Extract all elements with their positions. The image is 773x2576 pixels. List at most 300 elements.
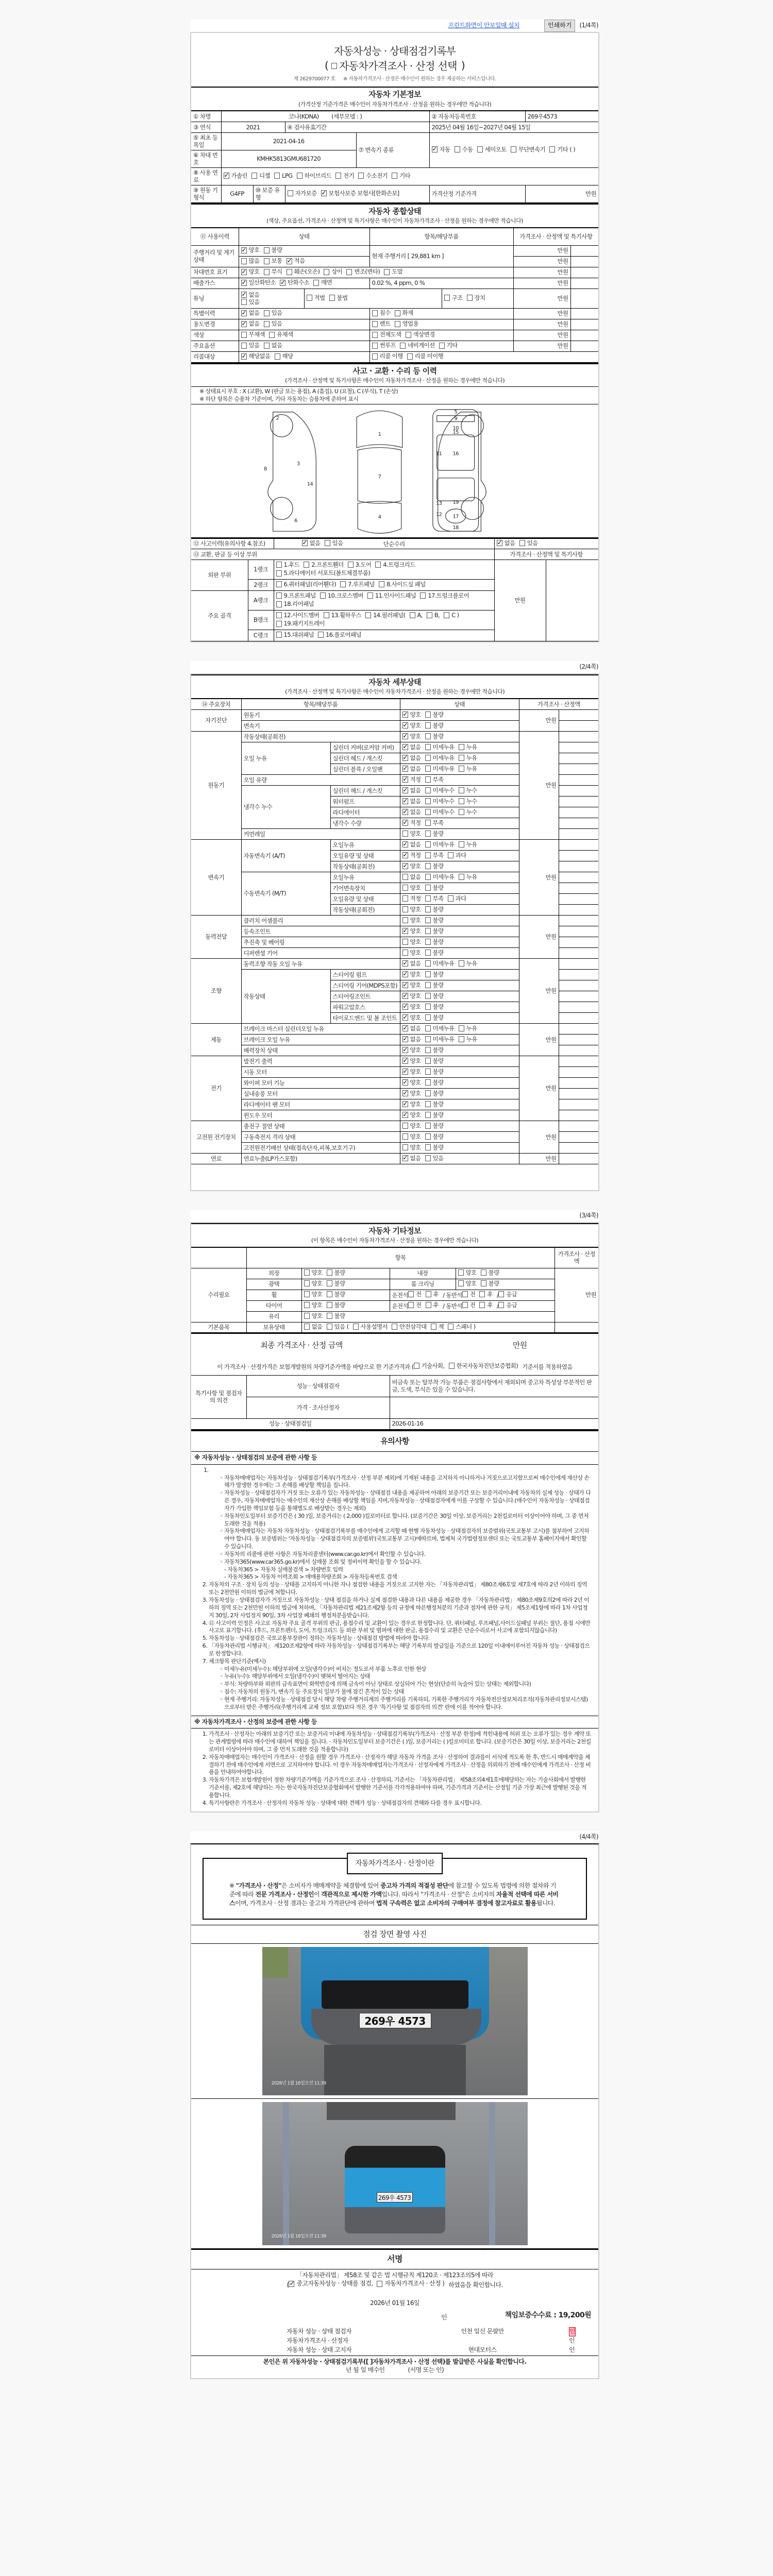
- checkbox[interactable]: [327, 1313, 332, 1319]
- checkbox[interactable]: [327, 1280, 332, 1286]
- option: [367, 592, 416, 599]
- option: [498, 1291, 517, 1298]
- checkbox-checked[interactable]: [287, 258, 292, 264]
- checkbox-checked[interactable]: [402, 1155, 408, 1161]
- checkbox[interactable]: [448, 1324, 453, 1330]
- option-label: 보통: [271, 257, 282, 265]
- checkbox[interactable]: [425, 766, 431, 772]
- checkbox[interactable]: [406, 332, 411, 338]
- checkbox[interactable]: [372, 321, 378, 327]
- checkbox-checked[interactable]: [402, 993, 408, 999]
- checkbox-checked[interactable]: [402, 1079, 408, 1086]
- checkbox[interactable]: [425, 1014, 431, 1021]
- checkbox[interactable]: [431, 1324, 436, 1330]
- checkbox[interactable]: [274, 173, 280, 179]
- option: [395, 309, 413, 316]
- checkbox[interactable]: [425, 1058, 431, 1064]
- checkbox[interactable]: [402, 885, 408, 891]
- checkbox[interactable]: [358, 173, 364, 179]
- checkbox[interactable]: [425, 1123, 431, 1129]
- checkbox-checked[interactable]: [402, 776, 408, 783]
- option: [402, 884, 421, 891]
- checkbox[interactable]: [276, 581, 282, 587]
- note-item: 4. 특기사항란은 가격조사 · 산정자의 자동차 성능 · 상태에 대한 견해가 성능 · 상태점검자의 견해와 다를 경우 표시합니다.: [209, 1800, 591, 1807]
- checkbox[interactable]: [479, 1291, 485, 1297]
- checkbox[interactable]: [425, 863, 431, 869]
- checkbox-checked[interactable]: [224, 173, 229, 179]
- checkbox[interactable]: [241, 332, 247, 338]
- checkbox[interactable]: [372, 332, 378, 338]
- checkbox[interactable]: [372, 343, 378, 349]
- checkbox[interactable]: [459, 1036, 464, 1042]
- option-label: 없음: [248, 291, 260, 298]
- checkbox[interactable]: [276, 570, 282, 577]
- checkbox[interactable]: [462, 1291, 468, 1297]
- checkbox[interactable]: [425, 971, 431, 977]
- label: ⑦ 변속기 종류: [356, 132, 429, 167]
- checkbox[interactable]: [372, 353, 378, 360]
- checkbox-checked[interactable]: [241, 269, 247, 275]
- checkbox-checked[interactable]: [402, 960, 408, 967]
- checkbox[interactable]: [379, 581, 384, 587]
- checkbox[interactable]: [498, 1291, 504, 1297]
- checkbox-checked[interactable]: [402, 852, 408, 858]
- checkbox[interactable]: [402, 1144, 408, 1150]
- checkbox[interactable]: [425, 895, 431, 902]
- checkbox[interactable]: [384, 269, 390, 275]
- rank-label: A랭크: [248, 590, 274, 610]
- checkbox-checked[interactable]: [241, 280, 247, 286]
- checkbox[interactable]: [459, 787, 464, 793]
- checkbox[interactable]: [276, 632, 282, 638]
- label: ⑥ 차대 번호: [191, 150, 221, 167]
- option-label: 전체도색: [379, 331, 401, 338]
- checkbox-checked[interactable]: [402, 809, 408, 815]
- other-info-table: [191, 1247, 598, 1430]
- checkbox-checked[interactable]: [402, 766, 408, 772]
- checkbox[interactable]: [392, 173, 397, 179]
- checkbox-checked[interactable]: [402, 1025, 408, 1031]
- unit: 만원: [525, 185, 598, 202]
- checkbox[interactable]: [276, 562, 282, 568]
- checkbox[interactable]: [402, 831, 408, 837]
- checkbox[interactable]: [426, 1302, 431, 1308]
- buyer-sign: (서명 또는 인): [408, 2366, 444, 2374]
- option: [224, 172, 248, 179]
- checkbox[interactable]: [477, 146, 483, 152]
- overall-condition-table: [191, 228, 598, 363]
- checkbox[interactable]: [402, 874, 408, 880]
- option-label: 미세누유: [432, 743, 455, 751]
- checkbox[interactable]: [444, 295, 450, 301]
- checkbox[interactable]: [395, 310, 400, 316]
- print-button[interactable]: 인쇄하기: [544, 20, 575, 32]
- option-label: 불량: [488, 1269, 499, 1277]
- checkbox[interactable]: [276, 592, 282, 599]
- checkbox[interactable]: [408, 1302, 414, 1308]
- option: [304, 1291, 323, 1298]
- option-label: 영업용: [402, 320, 419, 328]
- option: [462, 1301, 476, 1309]
- checkbox[interactable]: [459, 798, 464, 804]
- checkbox[interactable]: [241, 343, 247, 349]
- checkbox[interactable]: [425, 1090, 431, 1096]
- checkbox[interactable]: [304, 562, 309, 568]
- checkbox[interactable]: [402, 917, 408, 923]
- checkbox[interactable]: [459, 1025, 464, 1031]
- car-name: [221, 111, 429, 122]
- checkbox[interactable]: [348, 562, 354, 568]
- option: [425, 1079, 444, 1086]
- option-group: [456, 1279, 554, 1290]
- checkbox[interactable]: [264, 310, 270, 316]
- install-link[interactable]: 프린트화면이 안보일때 설치: [448, 22, 519, 29]
- checkbox-checked[interactable]: [241, 247, 247, 253]
- checkbox[interactable]: [439, 343, 445, 349]
- checkbox-checked[interactable]: [402, 971, 408, 977]
- option-group: [301, 1290, 390, 1300]
- checkbox[interactable]: [325, 540, 330, 546]
- checkbox[interactable]: [327, 1302, 332, 1308]
- checkbox[interactable]: [264, 321, 270, 327]
- checkbox[interactable]: [426, 1291, 431, 1297]
- checkbox[interactable]: [425, 1079, 431, 1086]
- checkbox[interactable]: [367, 592, 373, 599]
- option: [280, 279, 309, 286]
- option: [276, 620, 325, 627]
- checkbox[interactable]: [448, 895, 453, 902]
- checkbox[interactable]: [425, 1133, 431, 1140]
- text: 「자동차관리법」 제58조 및 같은 법 시행규칙 제120조 · 제123조의5에 따라: [296, 2272, 494, 2279]
- option: [365, 612, 405, 619]
- checkbox-checked[interactable]: [241, 321, 247, 327]
- page-3: [190, 1222, 599, 1812]
- checkbox[interactable]: [425, 841, 431, 848]
- checkbox[interactable]: [329, 295, 335, 301]
- option: [375, 561, 415, 568]
- checkbox[interactable]: [251, 173, 257, 179]
- checkbox[interactable]: [304, 1324, 310, 1330]
- checkbox-checked[interactable]: [402, 722, 408, 728]
- checkbox[interactable]: [458, 1280, 464, 1286]
- checkbox-checked[interactable]: [402, 755, 408, 761]
- checkbox-checked[interactable]: [432, 146, 438, 152]
- checkbox-checked[interactable]: [402, 820, 408, 826]
- option: [302, 539, 321, 547]
- checkbox-checked[interactable]: [241, 292, 247, 298]
- checkbox[interactable]: [467, 295, 473, 301]
- checkbox[interactable]: [414, 1363, 419, 1369]
- checkbox[interactable]: [264, 269, 270, 275]
- option-label: 후: [433, 1301, 439, 1309]
- option-label: 불량: [432, 916, 444, 924]
- checkbox[interactable]: [340, 581, 346, 587]
- checkbox-checked[interactable]: [402, 1014, 408, 1021]
- checkbox[interactable]: [448, 852, 453, 858]
- label: 특별이력: [191, 308, 239, 319]
- checkbox[interactable]: [425, 1155, 431, 1161]
- label: 배출가스: [191, 278, 239, 289]
- checkbox[interactable]: [462, 1302, 468, 1308]
- checkbox[interactable]: [425, 1101, 431, 1107]
- checkbox-checked[interactable]: [402, 1004, 408, 1010]
- checkbox[interactable]: [372, 310, 378, 316]
- checkbox[interactable]: [425, 831, 431, 837]
- page-4: [190, 1843, 599, 2380]
- state-options: [400, 850, 519, 861]
- checkbox[interactable]: [375, 562, 381, 568]
- option-label: 19.패키지트레이: [283, 620, 325, 628]
- checkbox[interactable]: [425, 1047, 431, 1053]
- checkbox[interactable]: [458, 1269, 464, 1276]
- checkbox[interactable]: [425, 982, 431, 988]
- checkbox-checked[interactable]: [402, 982, 408, 988]
- option: [425, 895, 444, 902]
- option-label: 누유: [466, 1035, 477, 1043]
- checkbox[interactable]: [304, 1291, 310, 1297]
- checkbox-checked[interactable]: [402, 928, 408, 934]
- checkbox[interactable]: [275, 353, 280, 360]
- option: [402, 971, 421, 978]
- sub-item-name: 워터펌프: [330, 796, 400, 807]
- checkbox[interactable]: [335, 173, 341, 179]
- sub-item-name: 스티어링조인트: [330, 991, 400, 1002]
- checkbox[interactable]: [318, 632, 324, 638]
- option: [307, 294, 325, 301]
- option: [276, 600, 314, 607]
- checkbox-checked[interactable]: [402, 798, 408, 804]
- checkbox[interactable]: [297, 173, 303, 179]
- checkbox[interactable]: [307, 295, 312, 301]
- checkbox[interactable]: [402, 939, 408, 945]
- checkbox[interactable]: [420, 592, 426, 599]
- checkbox[interactable]: [425, 950, 431, 956]
- checkbox-checked[interactable]: [402, 711, 408, 718]
- option: [377, 2280, 444, 2288]
- checkbox[interactable]: [276, 601, 282, 607]
- checkbox[interactable]: [408, 1291, 414, 1297]
- checkbox-checked[interactable]: [402, 1047, 408, 1053]
- panel-number-label: 7: [378, 473, 381, 480]
- option-label: 색상변경: [413, 331, 435, 338]
- checkbox[interactable]: [407, 353, 413, 360]
- option: [459, 743, 477, 751]
- option: [444, 294, 463, 301]
- checkbox[interactable]: [402, 906, 408, 912]
- checkbox[interactable]: [276, 612, 282, 618]
- checkbox[interactable]: [427, 612, 432, 618]
- checkbox[interactable]: [324, 269, 329, 275]
- page-header: [190, 661, 599, 673]
- reg-number: 269우4573: [525, 111, 598, 122]
- checkbox[interactable]: [549, 146, 555, 152]
- option: [241, 320, 260, 327]
- checkbox[interactable]: [425, 939, 431, 945]
- option-label: 없음: [410, 754, 421, 761]
- checkbox-checked[interactable]: [402, 1069, 408, 1075]
- checkbox-checked[interactable]: [289, 2281, 294, 2287]
- checkbox[interactable]: [459, 755, 464, 761]
- checkbox[interactable]: [459, 874, 464, 880]
- checkbox[interactable]: [241, 258, 247, 264]
- checkbox[interactable]: [425, 809, 431, 815]
- checkbox[interactable]: [511, 146, 516, 152]
- checkbox-checked[interactable]: [280, 280, 285, 286]
- option-label: 미세누수: [432, 797, 455, 805]
- checkbox[interactable]: [519, 540, 525, 546]
- checkbox[interactable]: [459, 841, 464, 848]
- checkbox[interactable]: [304, 1269, 310, 1276]
- option-label: 불량: [432, 721, 444, 729]
- checkbox[interactable]: [402, 895, 408, 902]
- checkbox[interactable]: [264, 247, 270, 253]
- option: [264, 309, 282, 316]
- checkbox[interactable]: [481, 1269, 486, 1276]
- checkbox[interactable]: [425, 852, 431, 858]
- checkbox-checked[interactable]: [402, 1090, 408, 1096]
- checkbox[interactable]: [425, 776, 431, 783]
- checkbox[interactable]: [327, 1324, 332, 1330]
- checkbox[interactable]: [425, 1144, 431, 1150]
- checkbox-checked[interactable]: [302, 540, 308, 546]
- checkbox[interactable]: [313, 280, 319, 286]
- item-name: 오일 누유: [241, 742, 330, 774]
- checkbox-checked[interactable]: [402, 841, 408, 848]
- page-header: [190, 1831, 599, 1843]
- checkbox[interactable]: [392, 1324, 397, 1330]
- checkbox[interactable]: [444, 612, 449, 618]
- checkbox[interactable]: [425, 906, 431, 912]
- option: [459, 1025, 477, 1032]
- checkbox[interactable]: [425, 993, 431, 999]
- checkbox[interactable]: [425, 1069, 431, 1075]
- checkbox-checked[interactable]: [497, 540, 502, 546]
- part-options: [274, 590, 494, 610]
- checkbox[interactable]: [425, 755, 431, 761]
- checkbox-checked[interactable]: [241, 310, 247, 316]
- checkbox[interactable]: [425, 798, 431, 804]
- checkbox[interactable]: [327, 1291, 332, 1297]
- checkbox-checked[interactable]: [402, 1101, 408, 1107]
- checkbox[interactable]: [402, 1123, 408, 1129]
- state-options: [400, 1088, 519, 1099]
- checkbox[interactable]: [377, 2281, 382, 2287]
- checkbox[interactable]: [410, 612, 415, 618]
- checkbox-checked[interactable]: [402, 787, 408, 793]
- checkbox[interactable]: [425, 787, 431, 793]
- checkbox-checked[interactable]: [402, 863, 408, 869]
- checkbox[interactable]: [425, 1025, 431, 1031]
- checkbox[interactable]: [455, 146, 460, 152]
- text-segment: 객관적으로 제시한 가액: [321, 1891, 382, 1899]
- checkbox[interactable]: [459, 809, 464, 815]
- checkbox[interactable]: [459, 960, 464, 967]
- cell: [390, 1290, 554, 1300]
- checkbox[interactable]: [365, 612, 371, 618]
- checkbox[interactable]: [498, 1302, 504, 1308]
- text: 만원: [513, 308, 570, 319]
- checkbox[interactable]: [241, 299, 247, 305]
- checkbox[interactable]: [481, 1280, 486, 1286]
- checkbox[interactable]: [400, 343, 406, 349]
- option-label: 훼손(오손): [294, 268, 320, 276]
- checkbox[interactable]: [425, 711, 431, 718]
- checkbox[interactable]: [449, 1363, 455, 1369]
- option: [288, 190, 317, 197]
- checkbox[interactable]: [425, 960, 431, 967]
- checkbox[interactable]: [276, 621, 282, 627]
- checkbox[interactable]: [425, 820, 431, 826]
- checkbox-checked[interactable]: [402, 744, 408, 750]
- checkbox[interactable]: [304, 1313, 310, 1319]
- option-label: 누유: [466, 840, 477, 848]
- checkbox[interactable]: [346, 269, 352, 275]
- option: [402, 1111, 421, 1118]
- checkbox[interactable]: [459, 766, 464, 772]
- checkbox[interactable]: [402, 1133, 408, 1140]
- engine-type: G4FP: [221, 185, 253, 202]
- checkbox[interactable]: [425, 928, 431, 934]
- option: [458, 1269, 477, 1276]
- checkbox[interactable]: [320, 592, 326, 599]
- checkbox[interactable]: [304, 1280, 310, 1286]
- buyer-date: 년 월 일 매수인: [345, 2366, 385, 2374]
- checkbox-checked[interactable]: [402, 1112, 408, 1118]
- option-label: 양호: [410, 1100, 421, 1108]
- checkbox[interactable]: [425, 874, 431, 880]
- checkbox[interactable]: [264, 258, 270, 264]
- checkbox[interactable]: [264, 343, 270, 349]
- checkbox-checked[interactable]: [402, 1058, 408, 1064]
- price-cell: [559, 850, 598, 861]
- option-group: [239, 330, 369, 341]
- checkbox-checked[interactable]: [241, 353, 247, 360]
- checkbox[interactable]: [425, 1036, 431, 1042]
- checkbox[interactable]: [304, 1302, 310, 1308]
- checkbox[interactable]: [425, 917, 431, 923]
- checkbox-checked[interactable]: [321, 190, 327, 196]
- checkbox[interactable]: [479, 1302, 485, 1308]
- checkbox[interactable]: [395, 321, 400, 327]
- checkbox[interactable]: [269, 332, 275, 338]
- checkbox[interactable]: [425, 885, 431, 891]
- checkbox[interactable]: [425, 744, 431, 750]
- label: ③ 연식: [191, 122, 221, 132]
- checkbox[interactable]: [287, 269, 292, 275]
- option: [372, 342, 396, 349]
- checkbox[interactable]: [425, 722, 431, 728]
- option-group: [462, 1292, 497, 1299]
- checkbox[interactable]: [425, 1112, 431, 1118]
- label: 차대번호 표기: [191, 267, 239, 278]
- checkbox[interactable]: [402, 950, 408, 956]
- checkbox[interactable]: [353, 1324, 359, 1330]
- checkbox[interactable]: [331, 63, 337, 69]
- checkbox-checked[interactable]: [402, 733, 408, 739]
- checkbox[interactable]: [459, 744, 464, 750]
- checkbox[interactable]: [324, 612, 329, 618]
- option-group: [494, 538, 598, 549]
- option: [479, 1301, 493, 1309]
- checkbox[interactable]: [425, 1004, 431, 1010]
- checkbox[interactable]: [288, 190, 293, 196]
- checkbox[interactable]: [327, 1269, 332, 1276]
- text-segment: 입니다. 따라서 "가격조사 · 산정"은 소비자의: [381, 1891, 496, 1899]
- photo-timestamp: 2026년 1월 16일오전 11:39: [271, 2234, 326, 2240]
- checkbox[interactable]: [425, 733, 431, 739]
- checkbox-checked[interactable]: [402, 1036, 408, 1042]
- option-label: 없음: [248, 309, 260, 317]
